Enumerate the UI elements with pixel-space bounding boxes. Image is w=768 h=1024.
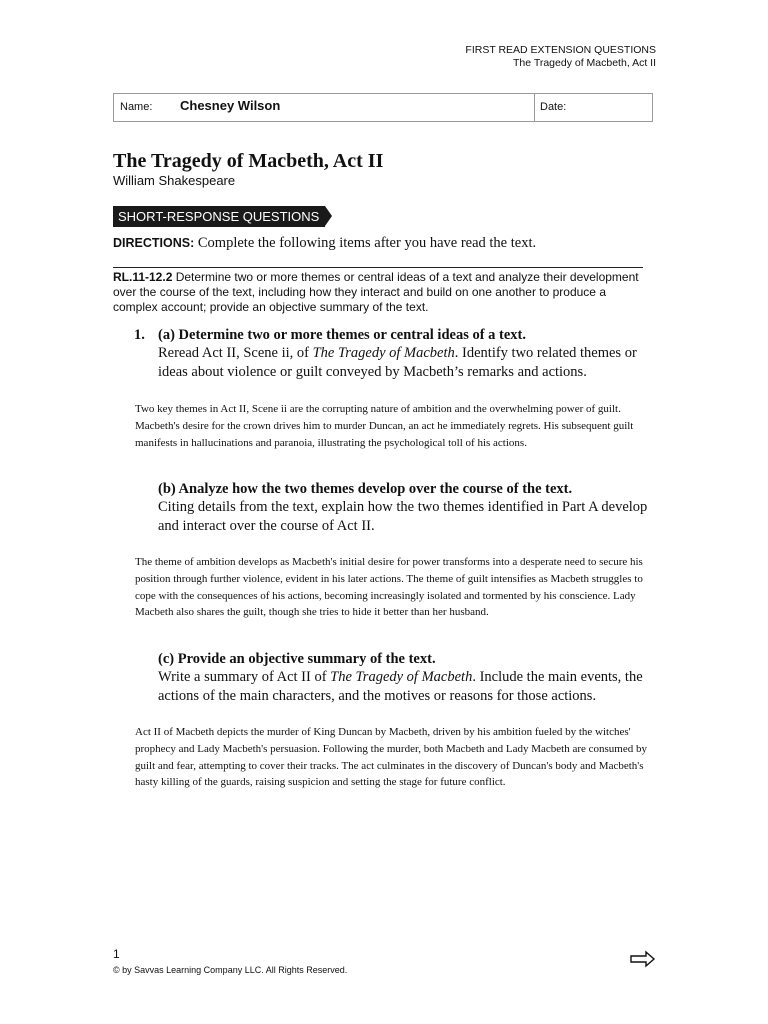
banner-arrow-shape: [325, 206, 332, 226]
part-b-prompt-text: Citing details from the text, explain how the two themes identified in Part A develop and interact over the course of Act II.: [158, 499, 648, 534]
standard-text: [113, 270, 653, 315]
standard-description: Determine two or more themes or central ideas of a text and analyze their development over the course of the text, including how they interact and build on one another to produce a complex account; provide an objective summary of the text.: [113, 270, 639, 314]
box-divider: [534, 94, 535, 121]
part-a-heading: (a) Determine two or more themes or central ideas of a text.: [158, 327, 527, 343]
part-c-prompt-work-title: The Tragedy of Macbeth: [330, 669, 473, 685]
name-field[interactable]: Chesney Wilson: [180, 98, 281, 113]
part-a-prompt-work-title: The Tragedy of Macbeth: [312, 345, 455, 361]
right-arrow-icon[interactable]: [630, 950, 656, 973]
header-work-title: The Tragedy of Macbeth, Act II: [513, 57, 656, 69]
part-c-prompt-text: Write a summary of Act II of: [158, 669, 331, 685]
part-a-prompt: [158, 344, 658, 382]
part-c-prompt: [158, 668, 658, 706]
header-section-title: FIRST READ EXTENSION QUESTIONS: [465, 44, 656, 56]
part-b-prompt: [158, 498, 648, 536]
name-label: Name:: [120, 101, 153, 113]
question-part-c: [158, 651, 658, 706]
date-field[interactable]: [584, 96, 650, 118]
part-a-answer[interactable]: Two key themes in Act II, Scene ii are the corrupting nature of ambition and the overwhelming power of guilt. Macbeth's desire for the crown drives him to murder Duncan, an act he immediately regrets. His subsequent guilt manifests in hallucinations and paranoia, illustrating the psychological toll of his actions.: [135, 403, 634, 449]
part-c-heading: (c) Provide an objective summary of the text.: [158, 651, 436, 667]
directions: [113, 235, 536, 252]
page-header: [465, 44, 656, 70]
standard-code: RL.11-12.2: [113, 270, 173, 284]
section-banner-label: SHORT-RESPONSE QUESTIONS: [113, 206, 325, 227]
part-b-heading: (b) Analyze how the two themes develop over the course of the text.: [158, 481, 573, 497]
question-number: 1.: [134, 327, 145, 343]
page-title: The Tragedy of Macbeth, Act II: [113, 150, 384, 172]
standard-divider: [113, 267, 643, 268]
part-c-prompt-text-end: . Include the main events, the actions of the main characters, and the motives or reasons for those actions.: [158, 669, 643, 704]
directions-label: DIRECTIONS:: [113, 236, 195, 250]
question-part-b: [158, 481, 648, 536]
author-name: William Shakespeare: [113, 173, 236, 188]
question-part-a: [158, 327, 658, 382]
part-b-answer[interactable]: The theme of ambition develops as Macbeth's initial desire for power transforms into a desperate need to secure his position through further violence, evident in his later actions. The theme of guilt intensifies as Macbeth struggles to cope with the consequences of his actions, becoming increasingly isolated and tormented by his conscience. Lady Macbeth also shares the guilt, though she tries to hide it better than her husband.: [135, 556, 643, 619]
name-date-box: [113, 93, 653, 122]
part-c-answer[interactable]: Act II of Macbeth depicts the murder of King Duncan by Macbeth, driven by his ambition fueled by the witches' prophecy and Lady Macbeth's persuasion. Following the murder, both Macbeth and Lady Macbeth are consumed by guilt and fear, attempting to cover their tracks. The act culminates in the discovery of Duncan's body and Macbeth's hasty killing of the guards, raising suspicion and setting the stage for future conflict.: [135, 726, 647, 789]
date-label: Date:: [540, 101, 567, 113]
section-banner: [113, 206, 332, 227]
page-number: 1: [113, 947, 120, 961]
copyright-notice: © by Savvas Learning Company LLC. All Rights Reserved.: [113, 965, 348, 975]
part-a-prompt-text: Reread Act II, Scene ii, of: [158, 345, 313, 361]
directions-text: Complete the following items after you have read the text.: [194, 235, 537, 251]
part-a-prompt-text-end: . Identify two related themes or ideas about violence or guilt conveyed by Macbeth’s remarks and actions.: [158, 345, 637, 380]
